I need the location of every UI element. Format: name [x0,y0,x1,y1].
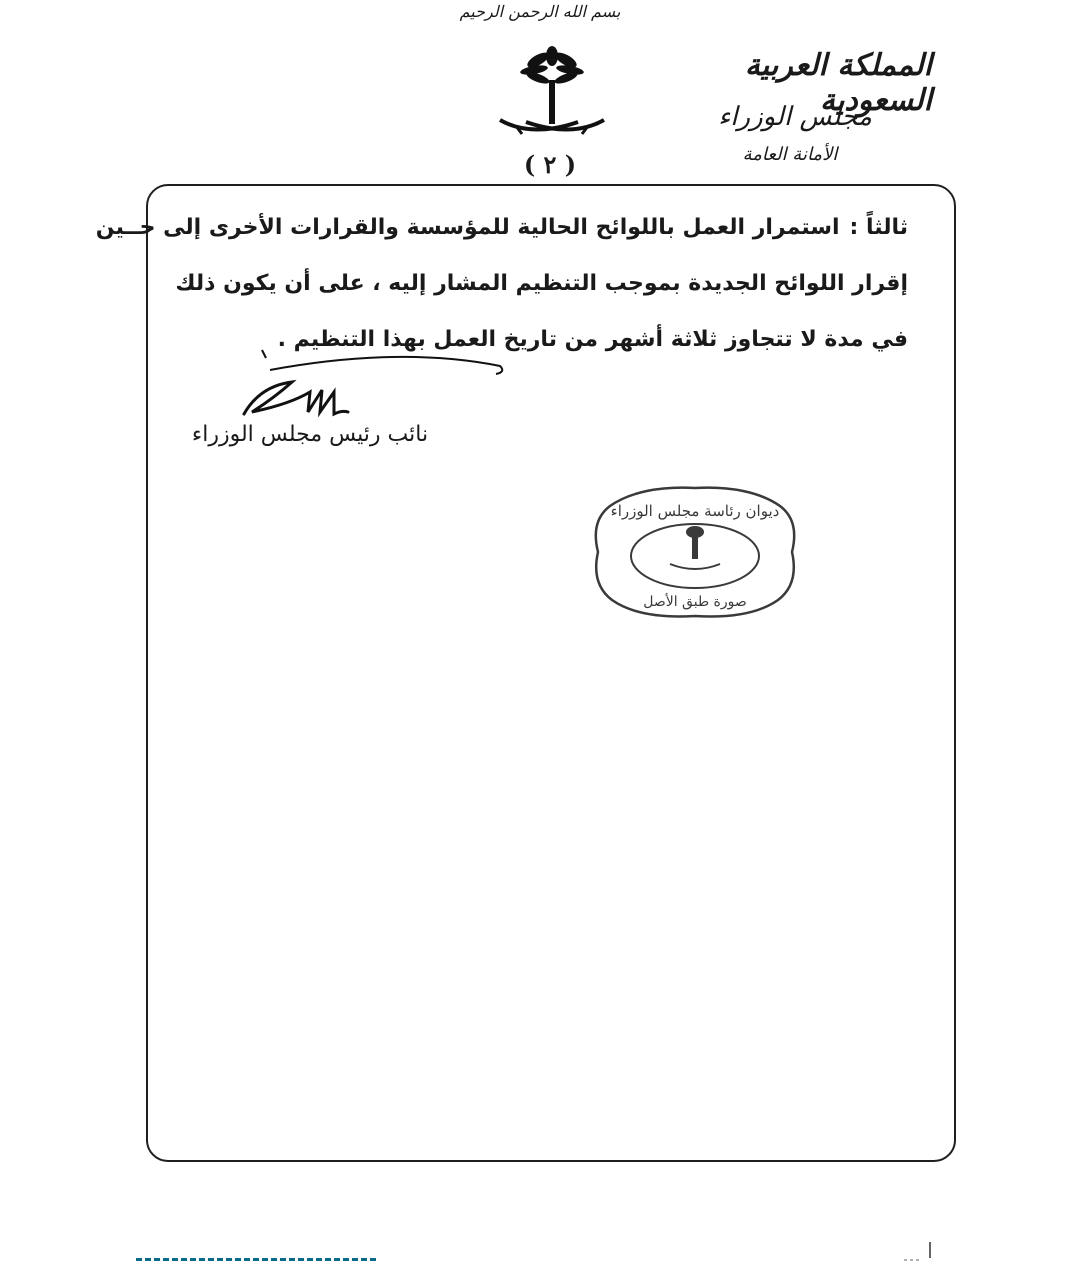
official-stamp [590,482,800,622]
basmala: بسم الله الرحمن الرحيم [459,2,621,21]
footer-mark-icon [900,1240,960,1262]
clause-line-3: في مدة لا تتجاوز ثلاثة أشهر من تاريخ العمل بهذا التنظيم . [277,327,908,352]
secretariat-title: الأمانة العامة [742,144,838,165]
clause-line-1 [95,200,908,256]
stamp-inner-text: صورة طبق الأصل [643,594,747,610]
page-number: ( ٢ ) [523,150,577,179]
clause-line-2: إقرار اللوائح الجديدة بموجب التنظيم المشار إليه ، على أن يكون ذلك [175,271,908,296]
council-title: مجلس الوزراء [718,102,872,132]
footer-scan-line [136,1258,376,1266]
saudi-emblem-icon [492,42,612,162]
signatory-title: نائب رئيس مجلس الوزراء [191,422,429,447]
kingdom-title: المملكة العربية السعودية [744,48,932,118]
clause-line-1-text: استمرار العمل باللوائح الحالية للمؤسسة والقرارات الأخرى إلى حــين [95,215,840,240]
stamp-outer-text: ديوان رئاسة مجلس الوزراء [610,502,780,520]
clause-label: ثالثاً : [849,215,908,240]
